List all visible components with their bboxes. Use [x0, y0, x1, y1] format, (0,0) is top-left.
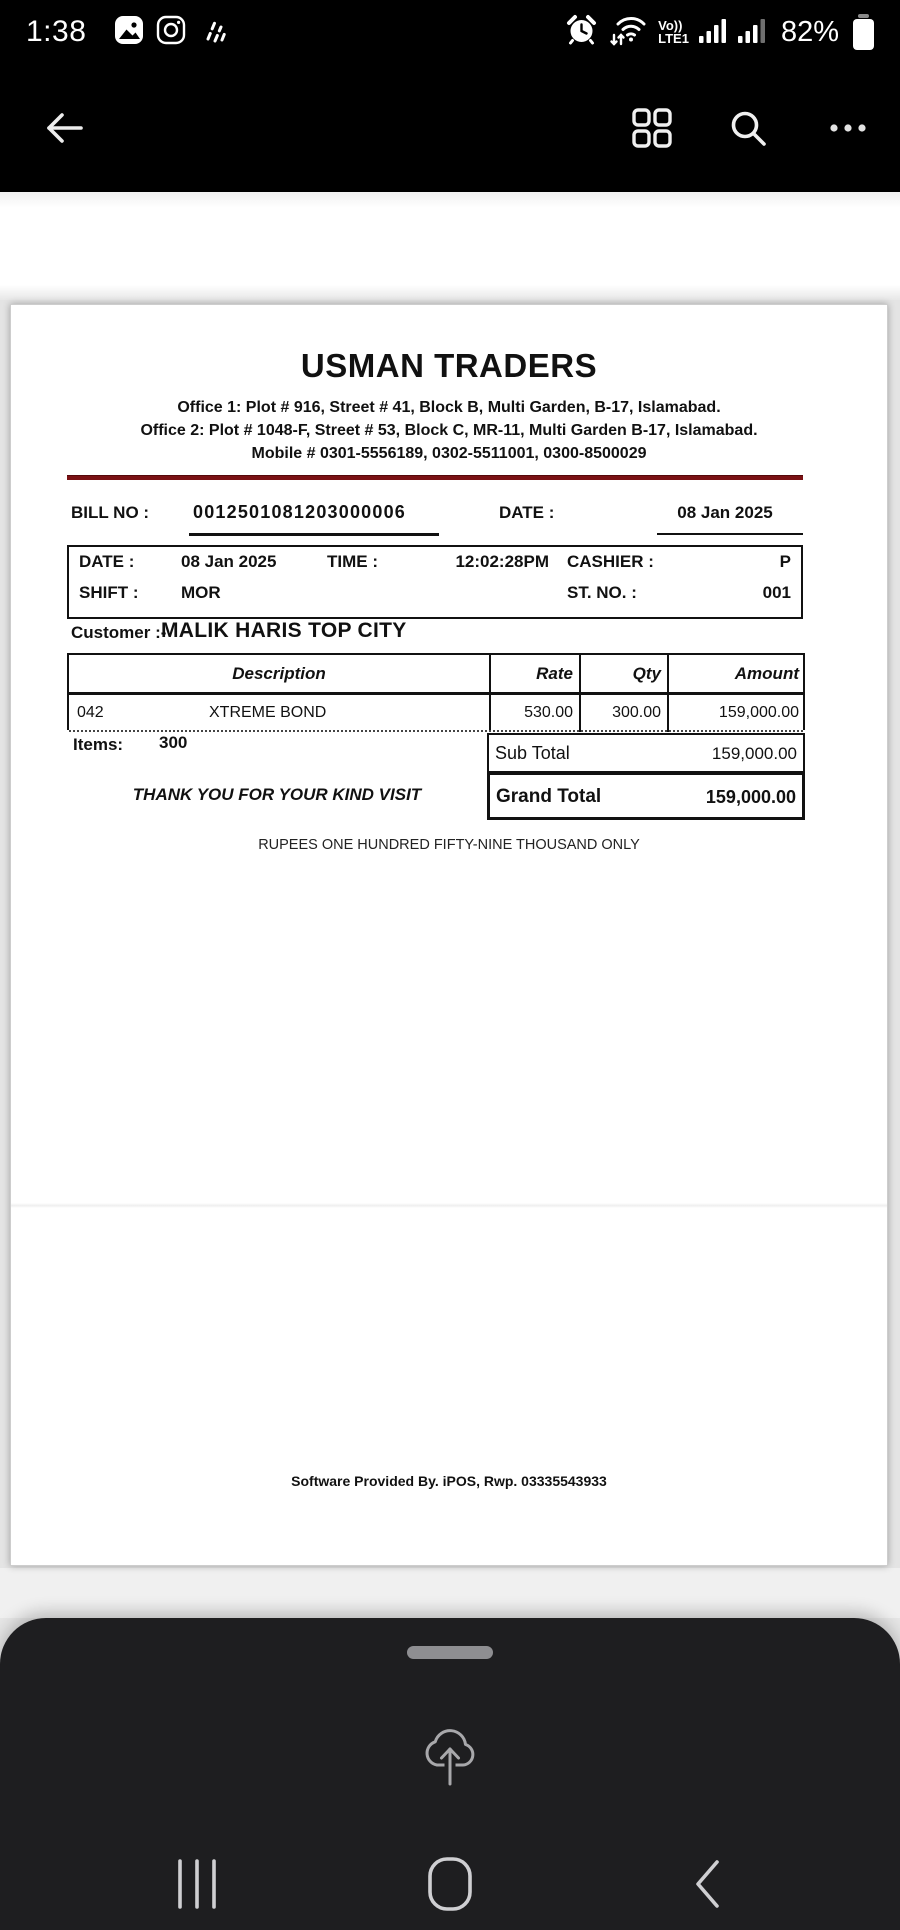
home-button[interactable] [415, 1852, 485, 1916]
info-stno-value: 001 [762, 583, 791, 602]
recents-icon [175, 1858, 219, 1910]
grand-total-label: Grand Total [496, 786, 602, 807]
item-rate: 530.00 [524, 704, 573, 721]
more-options-button[interactable] [822, 102, 874, 154]
viewer-top-background [0, 192, 900, 300]
home-icon [427, 1856, 473, 1912]
info-shift-label: SHIFT : [79, 583, 139, 602]
store-address-line2: Office 2: Plot # 1048-F, Street # 53, Block C, MR-11, Multi Garden B-17, Islamabad. [140, 422, 758, 439]
status-bar-left [26, 15, 228, 50]
search-button[interactable] [722, 102, 774, 154]
info-cashier-value: P [779, 552, 791, 571]
store-name: USMAN TRADERS [300, 347, 598, 384]
items-label: Items: [73, 735, 124, 754]
grid-view-icon [631, 107, 673, 149]
bill-no-label: BILL NO : [71, 503, 150, 522]
sub-total-value: 159,000.00 [711, 744, 797, 763]
customer-name: MALIK HARIS TOP CITY [161, 619, 407, 642]
grand-total-value: 159,000.00 [705, 787, 796, 807]
alarm-icon [565, 13, 598, 51]
more-options-icon [828, 122, 868, 134]
bill-no-underline [189, 533, 439, 536]
items-table [67, 653, 805, 730]
items-count: 300 [159, 733, 188, 752]
header-rate: Rate [536, 664, 573, 683]
header-amount: Amount [734, 664, 799, 683]
signal-icon [699, 16, 728, 49]
document-viewer [0, 192, 900, 1618]
nav-back-button[interactable] [672, 1852, 742, 1916]
clock-time: 1:38 [26, 15, 87, 48]
info-cashier-label: CASHIER : [567, 552, 654, 571]
android-navbar [0, 1840, 900, 1930]
cloud-upload-icon [420, 1723, 480, 1789]
header-qty: Qty [632, 664, 661, 683]
gallery-icon [114, 15, 144, 50]
info-date-value: 08 Jan 2025 [181, 552, 277, 571]
item-qty: 300.00 [612, 704, 661, 721]
transaction-info-box [67, 545, 803, 619]
grid-view-button[interactable] [626, 102, 678, 154]
drizzle-icon [198, 15, 228, 50]
grand-total-box [487, 772, 805, 820]
bottom-sheet [0, 1618, 900, 1930]
info-date-label: DATE : [79, 552, 135, 571]
instagram-icon [156, 15, 186, 50]
battery-icon [853, 14, 874, 50]
info-shift-value: MOR [181, 583, 221, 602]
upload-button[interactable] [419, 1722, 481, 1790]
page-break-divider [11, 1203, 887, 1208]
sub-total-label: Sub Total [495, 743, 570, 763]
store-phone-line: Mobile # 0301-5556189, 0302-5511001, 0300-8500029 [251, 445, 647, 462]
status-bar-right [565, 13, 874, 52]
battery-percent: 82% [780, 15, 839, 48]
red-divider [67, 475, 803, 480]
signal2-icon [738, 16, 767, 49]
header-description: Description [232, 664, 326, 683]
bill-date-value: 08 Jan 2025 [677, 503, 773, 522]
back-arrow-icon [41, 107, 87, 149]
info-time-label: TIME : [327, 552, 378, 571]
drag-handle[interactable] [407, 1646, 493, 1659]
store-address-line1: Office 1: Plot # 916, Street # 41, Block B, Multi Garden, B-17, Islamabad. [177, 399, 721, 416]
customer-label: Customer :- [71, 623, 167, 642]
status-bar [0, 0, 900, 64]
recents-button[interactable] [162, 1852, 232, 1916]
amount-in-words: RUPEES ONE HUNDRED FIFTY-NINE THOUSAND ONLY [258, 837, 640, 853]
info-time-value: 12:02:28PM [455, 552, 549, 571]
bill-date-label: DATE : [499, 503, 555, 522]
receipt-page[interactable] [10, 304, 888, 1566]
sub-total-box [487, 733, 805, 773]
item-amount: 159,000.00 [718, 704, 799, 721]
item-description: XTREME BOND [209, 704, 327, 721]
search-icon [727, 107, 769, 149]
bill-date-underline [657, 533, 803, 535]
info-stno-label: ST. NO. : [567, 583, 637, 602]
wifi-icon [608, 13, 648, 52]
item-code: 042 [77, 704, 104, 721]
toolbar [0, 64, 900, 192]
back-button[interactable] [38, 102, 90, 154]
bill-no-value: 0012501081203000006 [193, 502, 407, 522]
volte-indicator: Vo)) LTE1 [658, 18, 689, 46]
thank-you-message: THANK YOU FOR YOUR KIND VISIT [132, 785, 422, 804]
table-header-row [69, 655, 803, 695]
table-row [69, 698, 803, 732]
nav-back-icon [693, 1858, 721, 1910]
viewer-bottom-background [0, 1568, 900, 1618]
software-footer: Software Provided By. iPOS, Rwp. 03335543933 [291, 1473, 607, 1489]
